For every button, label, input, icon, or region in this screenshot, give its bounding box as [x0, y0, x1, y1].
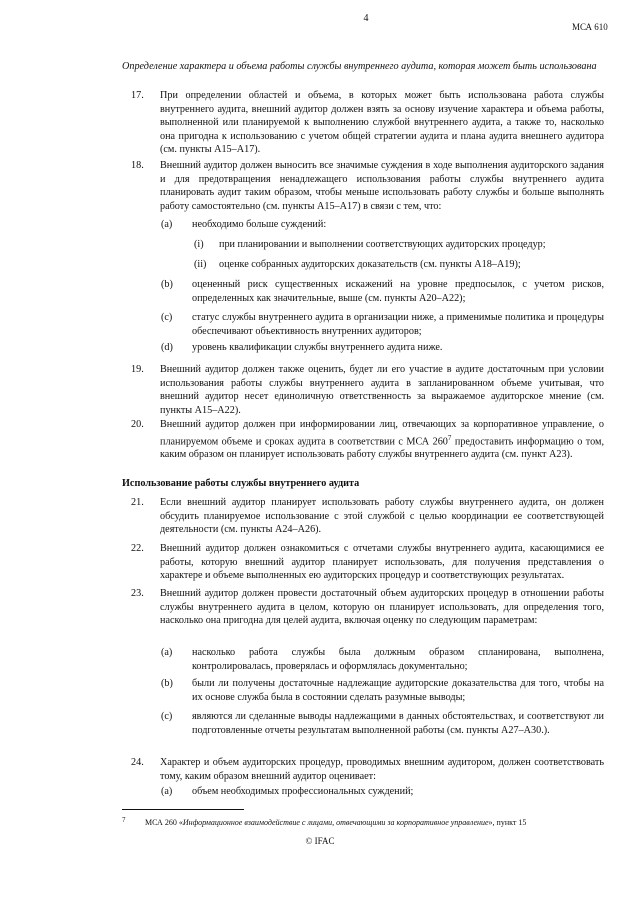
- list-label: (a): [161, 786, 173, 797]
- page-number: 4: [363, 13, 369, 24]
- list-item-18a: необходимо больше суждений:: [192, 219, 327, 230]
- footnote-text: [145, 818, 526, 827]
- section-heading-scope: Определение характера и объема работы службы внутреннего аудита, которая может быть использована: [122, 61, 597, 72]
- paragraph-23: Внешний аудитор должен провести достаточный объем аудиторских процедур в отношении работы службы внутреннего аудита в целом, которую он планирует использовать, для определения того, насколько она пригодна для целей аудита, включая оценку по следующим параметрам:: [160, 588, 604, 626]
- list-item-18a-ii: оценке собранных аудиторских доказательств (см. пункты А18–А19);: [219, 259, 521, 270]
- paragraph-number: 21.: [131, 497, 144, 508]
- list-label: (b): [161, 678, 173, 689]
- paragraph-number: 17.: [131, 90, 144, 101]
- paragraph-number: 19.: [131, 364, 144, 375]
- paragraph-20: [160, 418, 604, 462]
- list-item-18c: статус службы внутреннего аудита в организации ниже, а применимые политика и процедуры обеспечивают объективность внутренних аудиторов;: [192, 312, 604, 337]
- list-label: (c): [161, 711, 173, 722]
- paragraph-19: Внешний аудитор должен также оценить, будет ли его участие в аудите достаточным при условии использования работы службы внутреннего аудита в запланированном объеме учитывая, что внешний аудитор несет единоличную ответственность за выражаемое аудиторское мнение (см. пункты А15–А22).: [160, 364, 604, 416]
- paragraph-number: 24.: [131, 757, 144, 768]
- paragraph-21: Если внешний аудитор планирует использовать работу службы внутреннего аудита, он должен обсудить планируемое использование с этой службой с целью координации ее соответствующей деятельности (см. пункты А24–А26).: [160, 497, 604, 535]
- paragraph-number: 18.: [131, 160, 144, 171]
- footnote-mark: 7: [122, 816, 126, 824]
- paragraph-number: 22.: [131, 543, 144, 554]
- list-item-23b: были ли получены достаточные надлежащие аудиторские доказательства для того, чтобы на их основе служба была в состоянии сделать разумные выводы;: [192, 678, 604, 703]
- paragraph-18: Внешний аудитор должен выносить все значимые суждения в ходе выполнения аудиторского задания и для предотвращения ненадлежащего использования работы службы внутреннего аудита планировать аудит таким образом, чтобы меньше использовать работу службы и больше выполнять работу самостоятельно (см. пункты А15–А17) в связи с тем, что:: [160, 160, 604, 212]
- footnote-title: Информационное взаимодействие с лицами, отвечающими за корпоративное управление: [182, 818, 489, 827]
- paragraph-20-text-end: предоставить информацию о том, каким образом он планирует использовать работу службы внутреннего аудита (см. пункт А23).: [160, 435, 604, 461]
- list-label: (a): [161, 219, 173, 230]
- list-item-18d: уровень квалификации службы внутреннего аудита ниже.: [192, 342, 443, 353]
- section-heading-usage: Использование работы службы внутреннего аудита: [122, 478, 360, 489]
- footnote-suffix: », пункт 15: [488, 818, 527, 827]
- list-item-23c: являются ли сделанные выводы надлежащими в данных обстоятельствах, и соответствуют ли подготовленные отчеты результатам выполненной работы (см. пункты А27–А30.).: [192, 711, 604, 736]
- list-label: (b): [161, 279, 173, 290]
- paragraph-20-text-start: Внешний аудитор должен при информировании лиц, отвечающих за корпоративное управление, о планируемом объеме и сроках аудита в соответствии с МСА 260: [160, 419, 604, 447]
- paragraph-17: При определении областей и объема, в которых может быть использована работа службы внутреннего аудита, внешний аудитор должен взять за основу изучение характера и объема работы, выполненной или планируемой к выполнению службой внутреннего аудита, а также то, насколько она пригодна к использованию с учетом общей стратегии аудита и плана аудита внешнего аудитора (см. пункты А15–А17).: [160, 90, 604, 155]
- footnote-prefix: МСА 260 «: [145, 818, 183, 827]
- list-label: (d): [161, 342, 173, 353]
- paragraph-24: Характер и объем аудиторских процедур, проводимых внешним аудитором, должен соответствовать тому, каким образом внешний аудитор оценивает:: [160, 757, 604, 782]
- paragraph-number: 20.: [131, 419, 144, 430]
- list-item-18b: оцененный риск существенных искажений на уровне предпосылок, с учетом рисков, определенных как значительные, выше (см. пункты А20–А22);: [192, 279, 604, 304]
- list-label: (c): [161, 312, 173, 323]
- standard-code: МСА 610: [572, 22, 608, 32]
- list-label: (i): [194, 239, 204, 250]
- list-item-18a-i: при планировании и выполнении соответствующих аудиторских процедур;: [219, 239, 546, 250]
- list-item-23a: насколько работа службы была должным образом спланирована, выполнена, контролировалась, проверялась и оформлялась документально;: [192, 647, 604, 672]
- list-item-24a: объем необходимых профессиональных суждений;: [192, 786, 414, 797]
- footnote-reference: 7: [447, 433, 452, 442]
- list-label: (a): [161, 647, 173, 658]
- paragraph-number: 23.: [131, 588, 144, 599]
- footnote-separator: [122, 809, 244, 810]
- paragraph-22: Внешний аудитор должен ознакомиться с отчетами службы внутреннего аудита, касающимися ее работы, которую внешний аудитор планирует использовать, для получения представления о характере и объеме выполненных ею аудиторских процедур и соответствующих результатах.: [160, 543, 604, 581]
- copyright-footer: © IFAC: [305, 836, 335, 846]
- list-label: (ii): [194, 259, 207, 270]
